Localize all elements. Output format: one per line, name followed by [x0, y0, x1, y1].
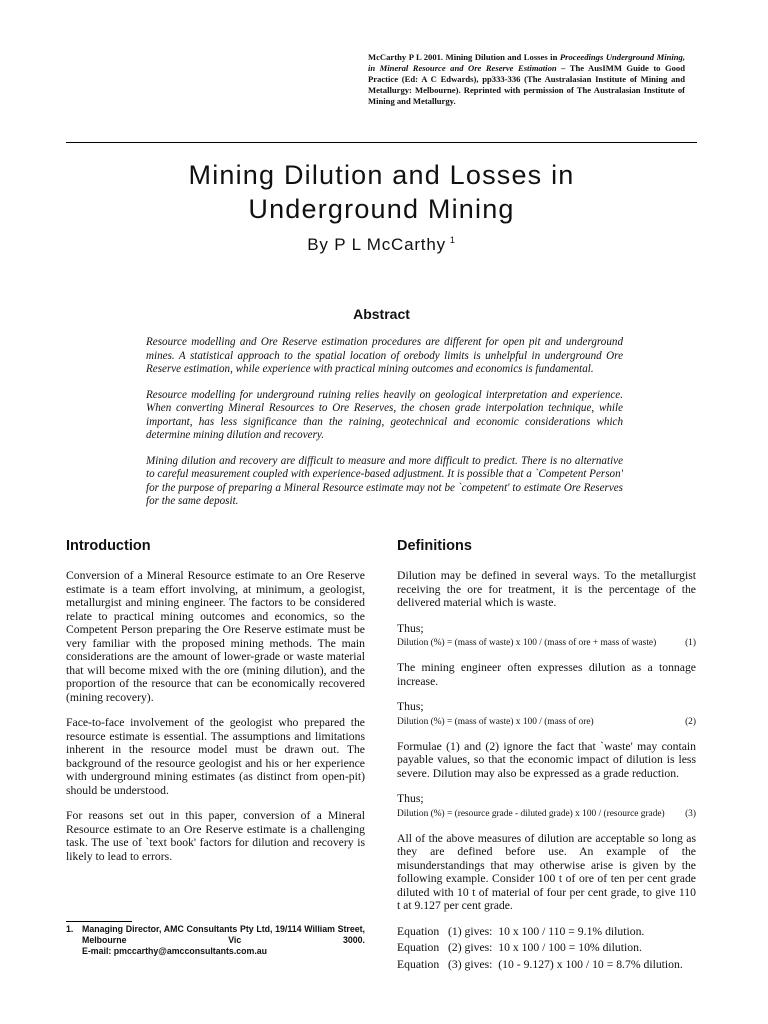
introduction-paragraph: Conversion of a Mineral Resource estimate to an Ore Reserve estimate is a team effort involving, at minimum, a geologist, metallurgist and mining engineer. The factors to be considered relate to practical mining outcomes and economics, so the Competent Person preparing the Ore Reserve estimate must be very familiar with the proposed mining methods. The main considerations are the amount of lower-grade or waste material that will become mixed with the ore (mining dilution), and the proportion of the resource that can be economically recovered (mining recovery). — [66, 569, 365, 704]
formula-1-number: (1) — [685, 638, 696, 648]
abstract-paragraph: Mining dilution and recovery are difficult to measure and more difficult to predict. There is no alternative to careful measurement coupled with experience-based adjustment. It is possible that a `Competent Person' for the purpose of preparing a Mineral Resource estimate may not be `competent' to estimate Ore Reserves for the same deposit. — [146, 454, 623, 507]
formula-3-text: Dilution (%) = (resource grade - diluted grade) x 100 / (resource grade) — [397, 808, 665, 819]
footnote-number: 1. — [66, 924, 74, 934]
author-footnote-mark: 1 — [449, 235, 456, 246]
title-line-2: Underground Mining — [248, 194, 515, 224]
footnote — [66, 924, 365, 957]
header-rule — [66, 142, 697, 143]
definitions-heading: Definitions — [397, 538, 472, 554]
author-name: By P L McCarthy — [307, 235, 446, 254]
footnote-affiliation: Managing Director, AMC Consultants Pty Ltd, 19/114 William Street, Melbourne Vic 3000. — [82, 924, 365, 945]
equation-result: Equation (2) gives: 10 x 100 / 100 = 10% dilution. — [397, 941, 642, 954]
definitions-paragraph: The mining engineer often expresses dilution as a tonnage increase. — [397, 661, 696, 688]
abstract-body — [146, 336, 623, 521]
introduction-paragraph: For reasons set out in this paper, conversion of a Mineral Resource estimate to an Ore Reserve estimate is a challenging task. The use of `text book' factors for dilution and recovery is likely to lead to errors. — [66, 809, 365, 863]
introduction-paragraph: Face-to-face involvement of the geologist who prepared the resource estimate is essential. The assumptions and limitations inherent in the resource model must be drawn out. The background of the resource geologist and his or her experience with underground mining estimates (as distinct from open-pit) should be understood. — [66, 716, 365, 797]
citation-proceedings: Proceedings Underground Mining, in Mineral Resource and Ore Reserve Estimation — [368, 52, 685, 73]
citation-author-ref: McCarthy P L 2001. Mining Dilution and Losses in — [368, 52, 560, 62]
equation-result: Equation (1) gives: 10 x 100 / 110 = 9.1% dilution. — [397, 924, 645, 938]
formula-2-number: (2) — [685, 716, 696, 727]
citation-publisher: – The AusIMM Guide to Good Practice (Ed: A C Edwards), pp333-336 (The Australasian Institute of Mining and Metallurgy: Melbourne). Reprinted with permission of The Australasian Institute of Mining and Metallurgy. — [368, 63, 685, 106]
formula-3 — [397, 808, 696, 820]
title-line-1: Mining Dilution and Losses in — [188, 160, 575, 190]
formula-1 — [397, 637, 696, 649]
introduction-section — [66, 536, 365, 875]
abstract-paragraph: Resource modelling and Ore Reserve estimation procedures are different for open pit and underground mines. A statistical approach to the spatial location of orebody limits is unhelpful in underground Ore Reserve estimation, while experience with practical mining outcomes and economics is fundamental. — [146, 336, 623, 375]
thus-label: Thus; — [397, 700, 424, 713]
footnote-text — [82, 924, 365, 957]
formula-2-text: Dilution (%) = (mass of waste) x 100 / (mass of ore) — [397, 716, 594, 727]
formula-1-text: Dilution (%) = (mass of waste) x 100 / (mass of ore + mass of waste) — [397, 638, 657, 648]
definitions-paragraph: Dilution may be defined in several ways. To the metallurgist receiving the ore for treatment, it is the percentage of the delivered material which is waste. — [397, 569, 696, 609]
paper-title — [66, 158, 697, 226]
formula-3-number: (3) — [685, 808, 696, 819]
introduction-heading: Introduction — [66, 538, 151, 554]
definitions-section — [397, 536, 696, 974]
footnote-rule — [66, 921, 132, 922]
equation-result: Equation (3) gives: (10 - 9.127) x 100 / 10 = 8.7% dilution. — [397, 957, 683, 971]
formula-2 — [397, 716, 696, 728]
definitions-paragraph: Formulae (1) and (2) ignore the fact that `waste' may contain payable values, so that the economic impact of dilution is less severe. Dilution may also be expressed as a grade reduction. — [397, 739, 696, 780]
abstract-heading: Abstract — [353, 306, 410, 322]
byline — [66, 235, 697, 255]
thus-label: Thus; — [397, 621, 424, 635]
definitions-paragraph: All of the above measures of dilution are acceptable so long as they are defined before use. An example of the misunderstandings that may otherwise arise is given by the following example. Consider 100 t of ore of ten per cent grade diluted with 10 t of material of four per cent grade, to give 110 t at 9.127 per cent grade. — [397, 831, 696, 912]
abstract-paragraph: Resource modelling for underground ruining relies heavily on geological interpretation and experience. When converting Mineral Resources to Ore Reserves, the chosen grade interpolation technique, while important, has less significance than the raining, geotechnical and economic considerations which determine mining dilution and recovery. — [146, 388, 623, 441]
thus-label: Thus; — [397, 792, 424, 805]
citation-block — [368, 52, 685, 107]
footnote-email[interactable]: E-mail: pmccarthy@amcconsultants.com.au — [82, 946, 268, 956]
